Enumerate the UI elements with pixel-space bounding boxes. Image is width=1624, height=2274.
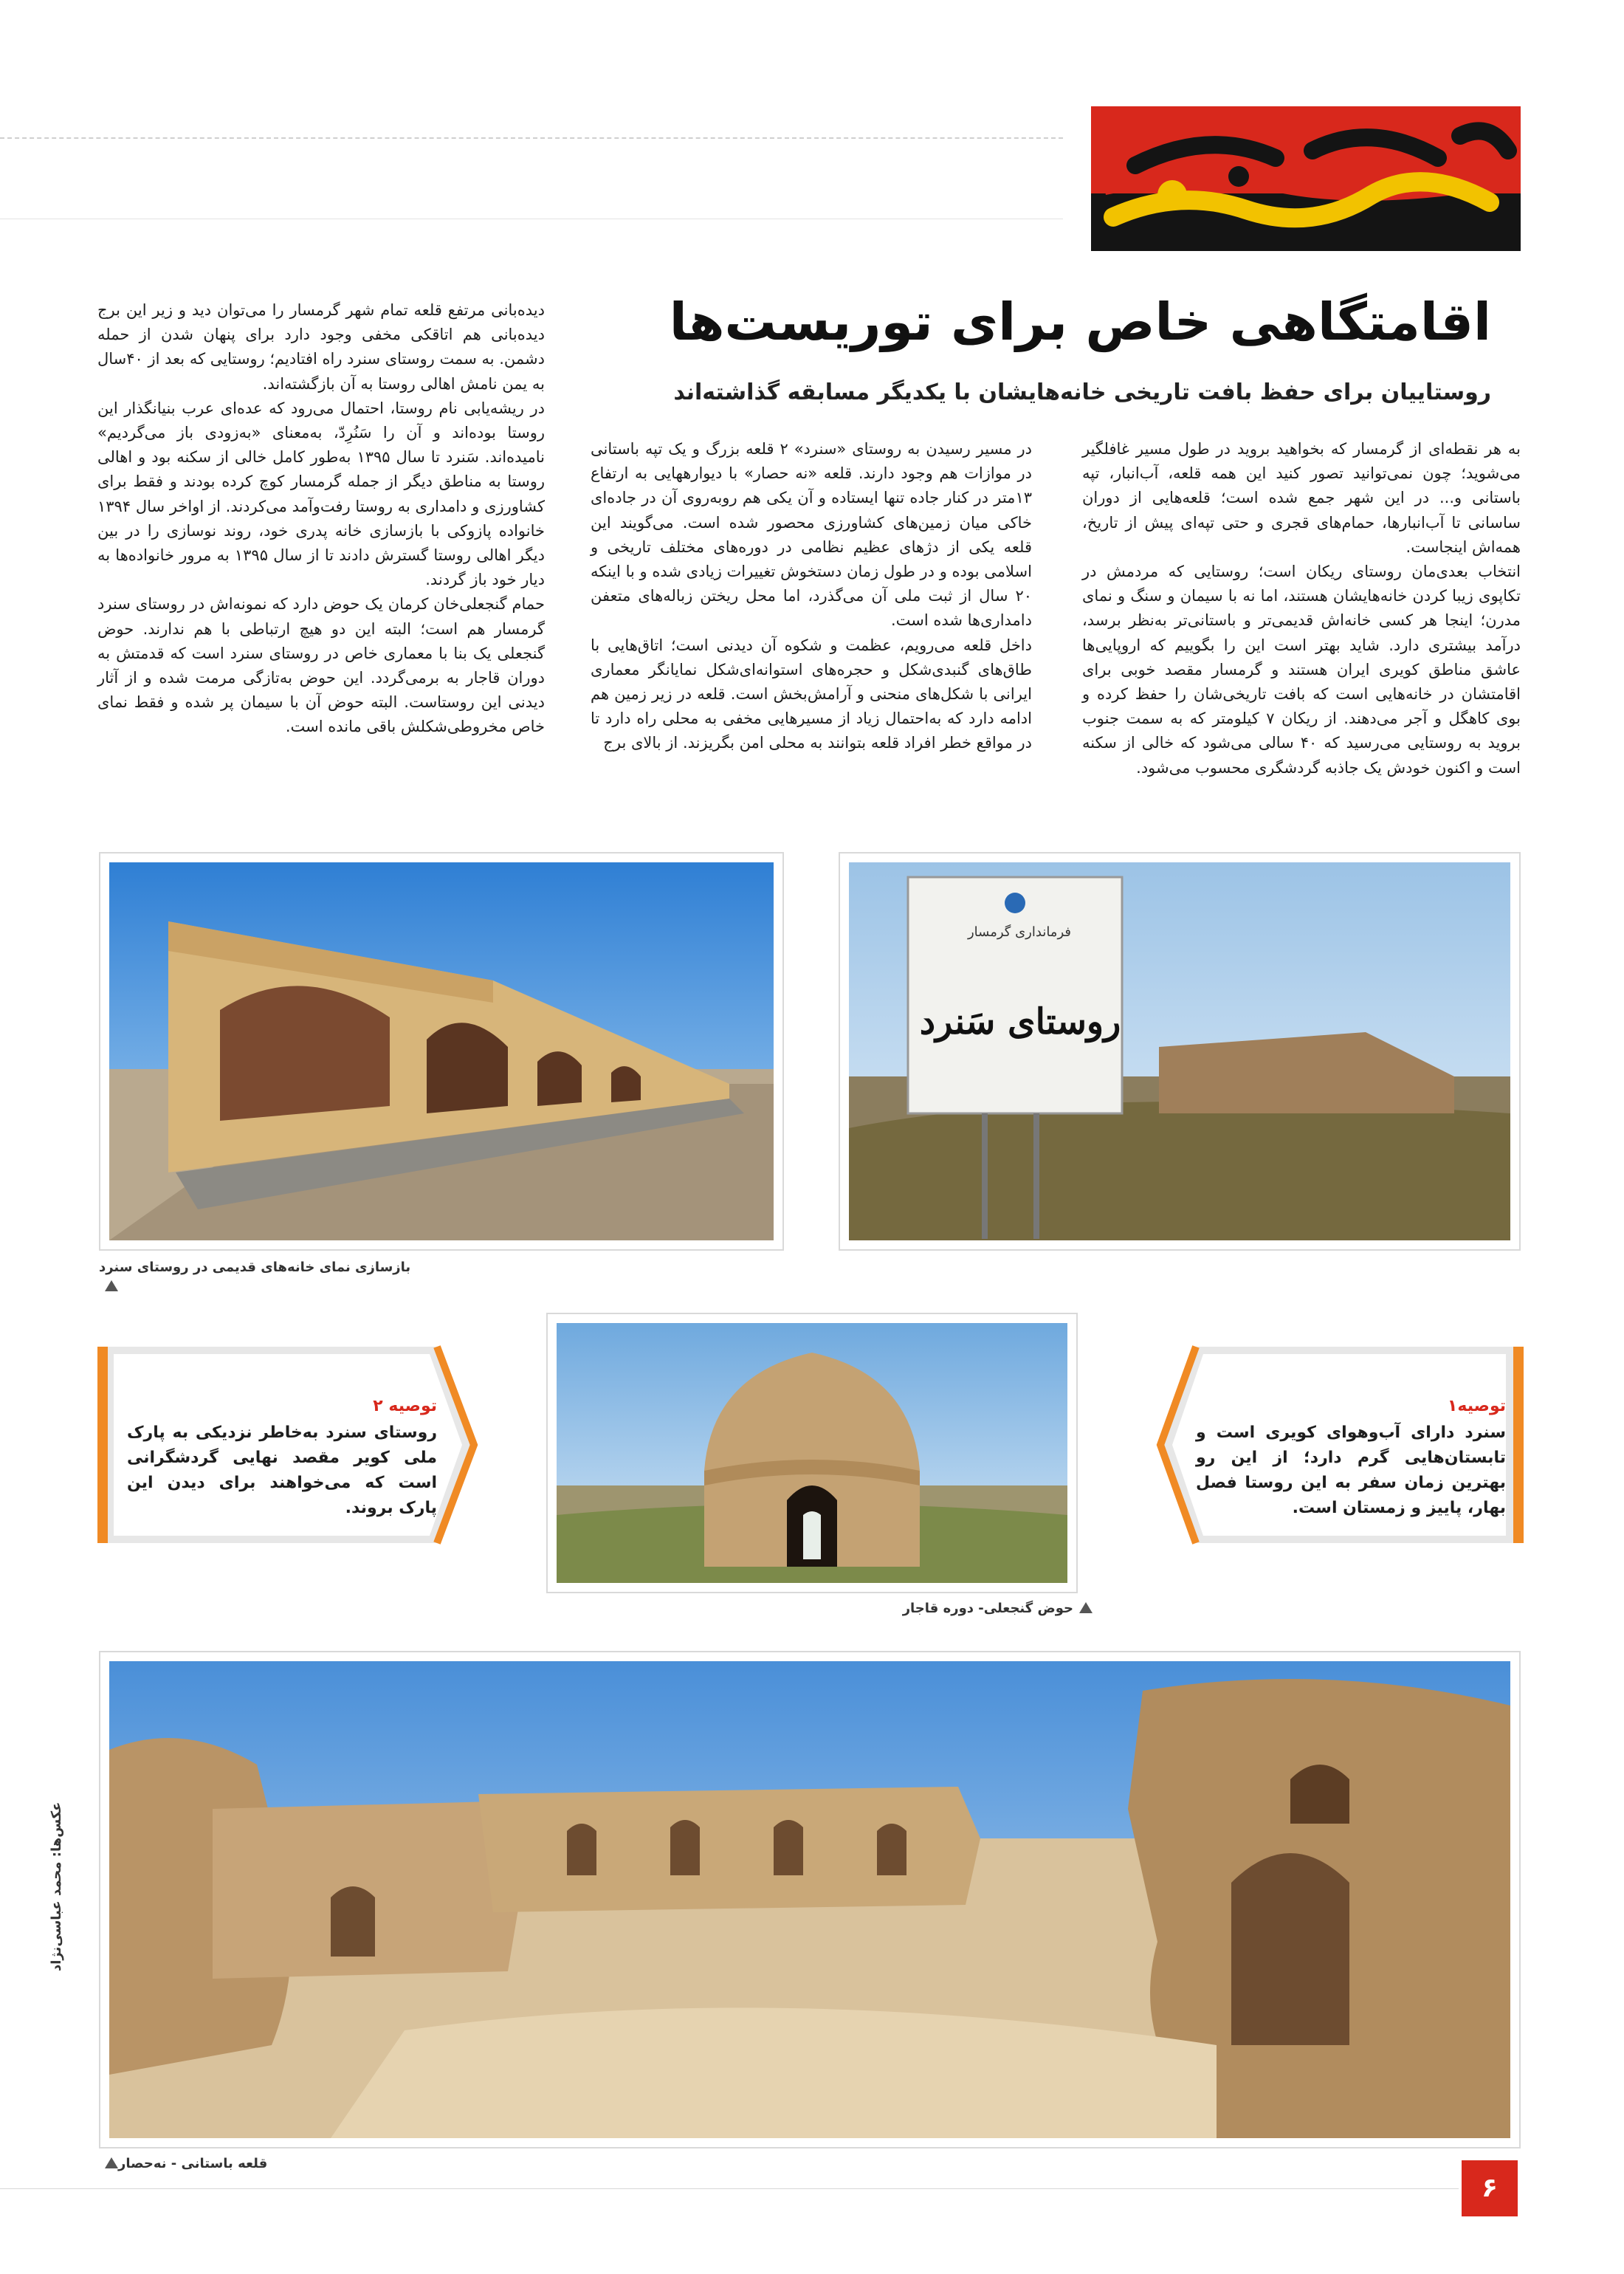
paragraph: داخل قلعه می‌رویم، عظمت و شکوه آن دیدنی است؛ اتاق‌هایی با طاق‌های گنبدی‌شکل و حجره‌های استوانه‌ای‌شکل نمایانگر معماری ایرانی با شکل‌های منحنی و آرامش‌بخش است. قلعه در زیر زمین هم ادامه دارد که به‌احتمال زیاد از مسیرهایی مخفی به محلی راه دارد تا در مواقع خطر افراد قلعه بتوانند به محلی امن بگریزند. از بالای برج <box>591 636 1032 752</box>
tip-box-2 <box>97 1338 483 1552</box>
caption-restoration <box>99 1258 424 1296</box>
text-column-right <box>1082 437 1521 780</box>
tip-1-title: توصیه۱ <box>1447 1397 1506 1415</box>
caption-triangle-icon <box>105 1280 118 1291</box>
caption-triangle-icon <box>105 2157 118 2168</box>
caption-text: قلعه باستانی - نه‌حصار <box>118 2156 268 2171</box>
photo-restoration-wall <box>99 852 784 1251</box>
tip-2-text: روستای سنرد به‌خاطر نزدیکی به پارک ملی کویر مقصد نهایی گردشگرانی است که می‌خواهند برای دیدن این پارک بروند. <box>127 1423 437 1517</box>
caption-text: بازسازی نمای خانه‌های قدیمی در روستای سنرد <box>99 1260 411 1275</box>
photo-nehesar-fort <box>99 1651 1521 2148</box>
footer-rule <box>0 2188 1459 2189</box>
text-column-middle <box>591 437 1032 756</box>
paragraph: به هر نقطه‌ای از گرمسار که بخواهید بروید در طول مسیر غافلگیر می‌شوید؛ چون نمی‌توانید تصور کنید این همه قلعه، آب‌انبار، تپه باستانی و... در این شهر جمع شده است؛ قلعه‌هایی از دوران ساسانی تا آب‌انبارها، حمام‌های قجری و حتی تپه‌ای پیش از تاریخ، همه‌اش اینجاست. <box>1082 440 1521 556</box>
paragraph: در مسیر رسیدن به روستای «سنرد» ۲ قلعه بزرگ و یک تپه باستانی در موازات هم وجود دارند. قلعه «نه حصار» با دیوارههایی به ارتفاع ۱۳متر در کنار جاده تنها ایستاده و آن یکی هم روبه‌روی آن در جاده‌ای خاکی میان زمین‌های کشاورزی محصور شده است. می‌گویند این قلعه یکی از دژهای عظیم نظامی در دوره‌های مختلف تاریخی و اسلامی بوده و در طول زمان دستخوش تغییرات زیادی شده و با اینکه ۲۰ سال از ثبت ملی آن می‌گذرد، اما محل ریختن زباله‌های متعفن دامداری‌ها شده است. <box>591 440 1032 630</box>
paragraph: حمام گنجعلی‌خان کرمان یک حوض دارد که نمونه‌اش در روستای سنرد گرمسار هم است؛ البته این دو هیچ ارتباطی با هم ندارند. حوض گنجعلی یک بنا با معماری خاص در روستای سنرد است که قدمتش به دوران قاجار به برمی‌گردد. این حوض به‌تازگی مرمت شده و از آثار دیدنی این روستاست. البته حوض آن با سیمان پر شده و فقط نمای خاص مخروطی‌شکلش باقی مانده است. <box>97 595 545 736</box>
photo-village-sign <box>839 852 1521 1251</box>
photo-credit: عکس‌ها: محمد عباسی‌نژاد <box>49 1801 64 1971</box>
sign-title: روستای سَنرد <box>919 1001 1121 1042</box>
photo-ganjali-dome <box>546 1313 1078 1593</box>
caption-dome <box>842 1599 1093 1618</box>
article-subtitle: روستاییان برای حفظ بافت تاریخی خانه‌هایشان با یکدیگر مسابقه گذاشته‌اند <box>673 379 1491 405</box>
text-column-left <box>97 298 545 740</box>
masthead-logo <box>1091 106 1521 251</box>
caption-fort <box>99 2154 424 2174</box>
page-number: ۶ <box>1462 2160 1518 2216</box>
tip-box-1 <box>1152 1338 1524 1552</box>
caption-text: حوض گنجعلی- دوره قاجار <box>902 1601 1073 1616</box>
paragraph: در ریشه‌یابی نام روستا، احتمال می‌رود که عده‌ای عرب بنیانگذار این روستا بوده‌اند و آن را سَنُرِدّ، به‌معنای «به‌زودی باز می‌گردیم» نامیده‌اند. سَنرد تا سال ۱۳۹۵ به‌طور کامل خالی از سکنه بود و اهالی روستا به مناطق دیگر از جمله گرمسار کوچ کرده بودند و فقط برای کشاورزی و دامداری به روستا رفت‌وآمد می‌کردند. از اواخر سال ۱۳۹۴ خانواده پازوکی با بازسازی خانه پدری خود، روند نوسازی را در بین دیگر اهالی روستا گسترش دادند تا از سال ۱۳۹۵ به مرور خانواده‌ها به دیار خود باز گردند. <box>97 399 545 589</box>
tip-1-text: سنرد دارای آب‌وهوای کویری است و تابستان‌هایی گرم دارد؛ از این رو بهترین زمان سفر به این روستا فصل بهار، پاییز و زمستان است. <box>1196 1423 1506 1517</box>
paragraph: انتخاب بعدی‌مان روستای ریکان است؛ روستایی که مردمش در تکاپوی زیبا کردن خانه‌هایشان هستند، اما نه با سیمان و سنگ و نمای مدرن؛ اینجا هر کسی خانه‌اش قدیمی‌تر و باستانی‌تر به‌نظر برسد، درآمد بیشتری دارد. شاید بهتر است این را بگوییم که اروپایی‌ها عاشق مناطق کویری ایران هستند و گرمسار مقصد خوبی برای اقامتشان در خانه‌هایی است که بافت تاریخی‌شان را حفظ کرده و بوی کاهگل و آجر می‌دهند. از ریکان ۷ کیلومتر که به سمت جنوب بروید به روستایی می‌رسید که ۴۰ سالی می‌شود که خالی از سکنه است و اکنون خودش یک جاذبه گردشگری محسوب می‌شود. <box>1082 563 1521 777</box>
article-title: اقامتگاهی خاص برای توریست‌ها <box>669 292 1491 352</box>
tip-2-title: توصیه ۲ <box>373 1397 437 1415</box>
caption-triangle-icon <box>1079 1602 1093 1613</box>
sign-small-text: فرمانداری گرمسار <box>967 924 1071 940</box>
paragraph: دیده‌بانی مرتفع قلعه تمام شهر گرمسار را می‌توان دید و زیر این برج دیده‌بانی هم اتاقکی مخفی وجود دارد برای پنهان شدن از حمله دشمن. به سمت روستای سنرد راه افتادیم؛ روستایی که بعد از ۴۰سال به یمن نامش اهالی روستا به آن بازگشته‌اند. <box>97 301 545 393</box>
top-rule <box>0 137 1063 139</box>
